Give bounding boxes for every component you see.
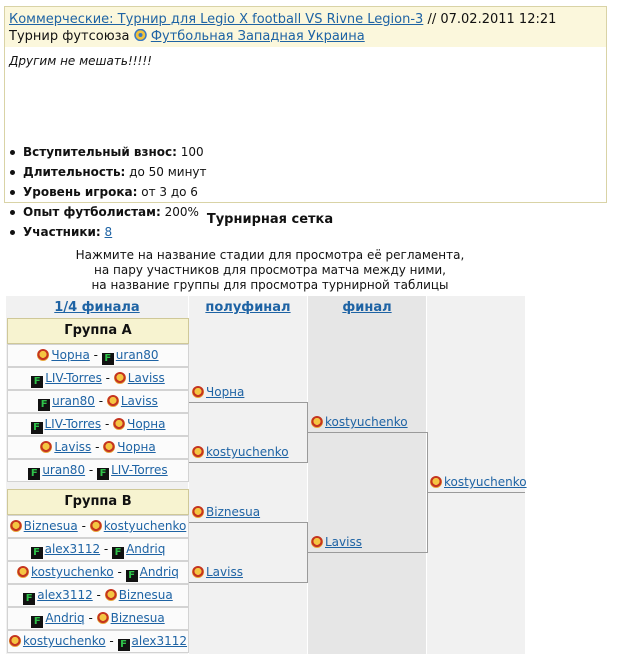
match-separator: - [101,417,114,431]
match-separator: - [113,565,126,579]
info-item [9,142,207,162]
player-link[interactable]: kostyuchenko [22,634,106,648]
bracket-connector [427,492,525,493]
player-link[interactable]: LIV-Torres [111,463,168,477]
club-crest-icon [107,395,119,407]
bracket-entry[interactable] [430,475,527,489]
bracket-connector [189,462,307,463]
player-link[interactable]: Чорна [127,417,166,431]
tournament-description: Другим не мешать!!!!! [9,54,152,68]
info-key: Вступительный взнос: [23,145,177,159]
tournament-date: // 07.02.2011 12:21 [423,12,557,27]
club-crest-icon [10,520,22,532]
player-link[interactable]: kostyuchenko [31,565,114,579]
bracket-connector [189,402,307,403]
info-value: 200% [160,205,199,219]
match-separator: - [91,440,104,454]
match-row[interactable] [7,538,189,561]
player-link[interactable]: alex3112 [131,634,188,648]
club-crest-icon [192,446,204,458]
club-crest-icon [192,386,204,398]
player-link[interactable]: Biznesua [23,519,78,533]
hint-line: на название группы для просмотра турнирной таблицы [91,278,449,292]
f-logo-icon: F [31,547,43,559]
match-row[interactable] [7,561,189,584]
club-crest-icon [113,418,125,430]
f-logo-icon: F [23,593,35,605]
club-crest-icon [105,589,117,601]
player-link[interactable]: uran80 [42,463,86,477]
bracket-hint [0,248,540,293]
bracket-connector [189,522,307,523]
club-crest-icon [37,349,49,361]
club-crest-icon [114,372,126,384]
stage-quarterfinal-link[interactable]: 1/4 финала [54,300,140,315]
bracket-column-final [308,296,426,654]
club-crest-icon [9,635,21,647]
club-crest-icon [103,441,115,453]
bracket-connector [308,432,427,433]
bracket-title: Турнирная сетка [206,212,334,227]
player-link[interactable]: kostyuchenko [325,415,408,429]
match-row[interactable] [7,630,189,653]
f-logo-icon: F [31,422,43,434]
match-separator: - [105,634,118,648]
tournament-title-link[interactable]: Коммерческие: Турнир для Legio X football VS Rivne Legion-3 [9,12,424,27]
match-separator: - [92,588,105,602]
organizer-label: Турнир футсоюза [9,29,130,44]
club-crest-icon [311,536,323,548]
player-link[interactable]: Laviss [120,394,158,408]
match-row[interactable] [7,344,189,367]
player-link[interactable]: Чорна [51,348,90,362]
union-emblem-icon [134,29,147,41]
player-link[interactable]: Andriq [139,565,179,579]
match-separator: - [94,394,107,408]
match-separator: - [101,371,114,385]
player-link[interactable]: kostyuchenko [206,445,289,459]
player-link[interactable]: Laviss [127,371,165,385]
player-link[interactable]: Laviss [325,535,362,549]
stage-final-link[interactable]: финал [342,300,392,315]
player-link[interactable]: alex3112 [44,542,101,556]
f-logo-icon: F [97,468,109,480]
match-row[interactable] [7,367,189,390]
player-link[interactable]: alex3112 [37,588,93,602]
player-link[interactable]: Чорна [206,385,245,399]
group-header-link[interactable]: Группа B [7,489,189,515]
match-separator: - [84,611,97,625]
match-row[interactable] [7,436,189,459]
match-separator: - [100,542,113,556]
participants-count-link[interactable]: 8 [104,225,113,239]
player-link[interactable]: Laviss [206,565,243,579]
player-link[interactable]: Andriq [126,542,166,556]
stage-semifinal-link[interactable]: полуфинал [205,300,291,315]
club-crest-icon [430,476,442,488]
f-logo-icon: F [31,616,43,628]
hint-line: на пару участников для просмотра матча между ними, [94,263,446,277]
bracket-entry[interactable] [192,385,244,399]
f-logo-icon: F [31,376,43,388]
bracket-connector [308,552,427,553]
header-line-1 [9,12,556,27]
header-line-2 [9,29,365,44]
match-separator: - [85,463,98,477]
info-key: Длительность: [23,165,126,179]
match-row[interactable] [7,413,189,436]
info-item [9,182,207,202]
f-logo-icon: F [38,399,50,411]
group-header-link[interactable]: Группа A [7,318,189,344]
bracket-connector [189,582,307,583]
f-logo-icon: F [118,639,130,651]
bracket-entry[interactable] [192,505,260,519]
info-list [9,142,207,242]
match-row[interactable] [7,515,189,538]
info-value: до 50 минут [125,165,207,179]
player-link[interactable]: uran80 [115,348,159,362]
match-row[interactable] [7,459,189,482]
info-key: Участники: [23,225,101,239]
bracket-entry[interactable] [311,415,408,429]
player-link[interactable]: Чорна [117,440,156,454]
organizer-link[interactable]: Футбольная Западная Украина [150,29,365,44]
match-row[interactable] [7,390,189,413]
player-link[interactable]: Laviss [54,440,92,454]
club-crest-icon [90,520,102,532]
info-value: от 3 до 6 [137,185,198,199]
player-link[interactable]: Biznesua [110,611,165,625]
player-link[interactable]: kostyuchenko [444,475,527,489]
club-crest-icon [192,566,204,578]
club-crest-icon [40,441,52,453]
player-link[interactable]: Andriq [45,611,85,625]
club-crest-icon [192,506,204,518]
f-logo-icon: F [102,353,114,365]
player-link[interactable]: LIV-Torres [45,371,102,385]
player-link[interactable]: LIV-Torres [44,417,102,431]
player-link[interactable]: kostyuchenko [103,519,187,533]
info-key: Уровень игрока: [23,185,138,199]
f-logo-icon: F [126,570,138,582]
f-logo-icon: F [112,547,124,559]
bracket-entry[interactable] [192,445,289,459]
player-link[interactable]: uran80 [52,394,95,408]
bracket-column-semifinal [189,296,307,654]
player-link[interactable]: Biznesua [206,505,261,519]
hint-line: Нажмите на название стадии для просмотра её регламента, [75,248,465,262]
club-crest-icon [97,612,109,624]
match-row[interactable] [7,607,189,630]
info-key: Опыт футболистам: [23,205,161,219]
info-value: 100 [176,145,204,159]
f-logo-icon: F [28,468,40,480]
club-crest-icon [17,566,29,578]
bracket-entry[interactable] [311,535,362,549]
bracket-entry[interactable] [192,565,243,579]
tournament-header [4,6,607,48]
club-crest-icon [311,416,323,428]
match-row[interactable] [7,584,189,607]
info-item [9,162,207,182]
player-link[interactable]: Biznesua [118,588,173,602]
match-separator: - [89,348,102,362]
match-separator: - [77,519,90,533]
